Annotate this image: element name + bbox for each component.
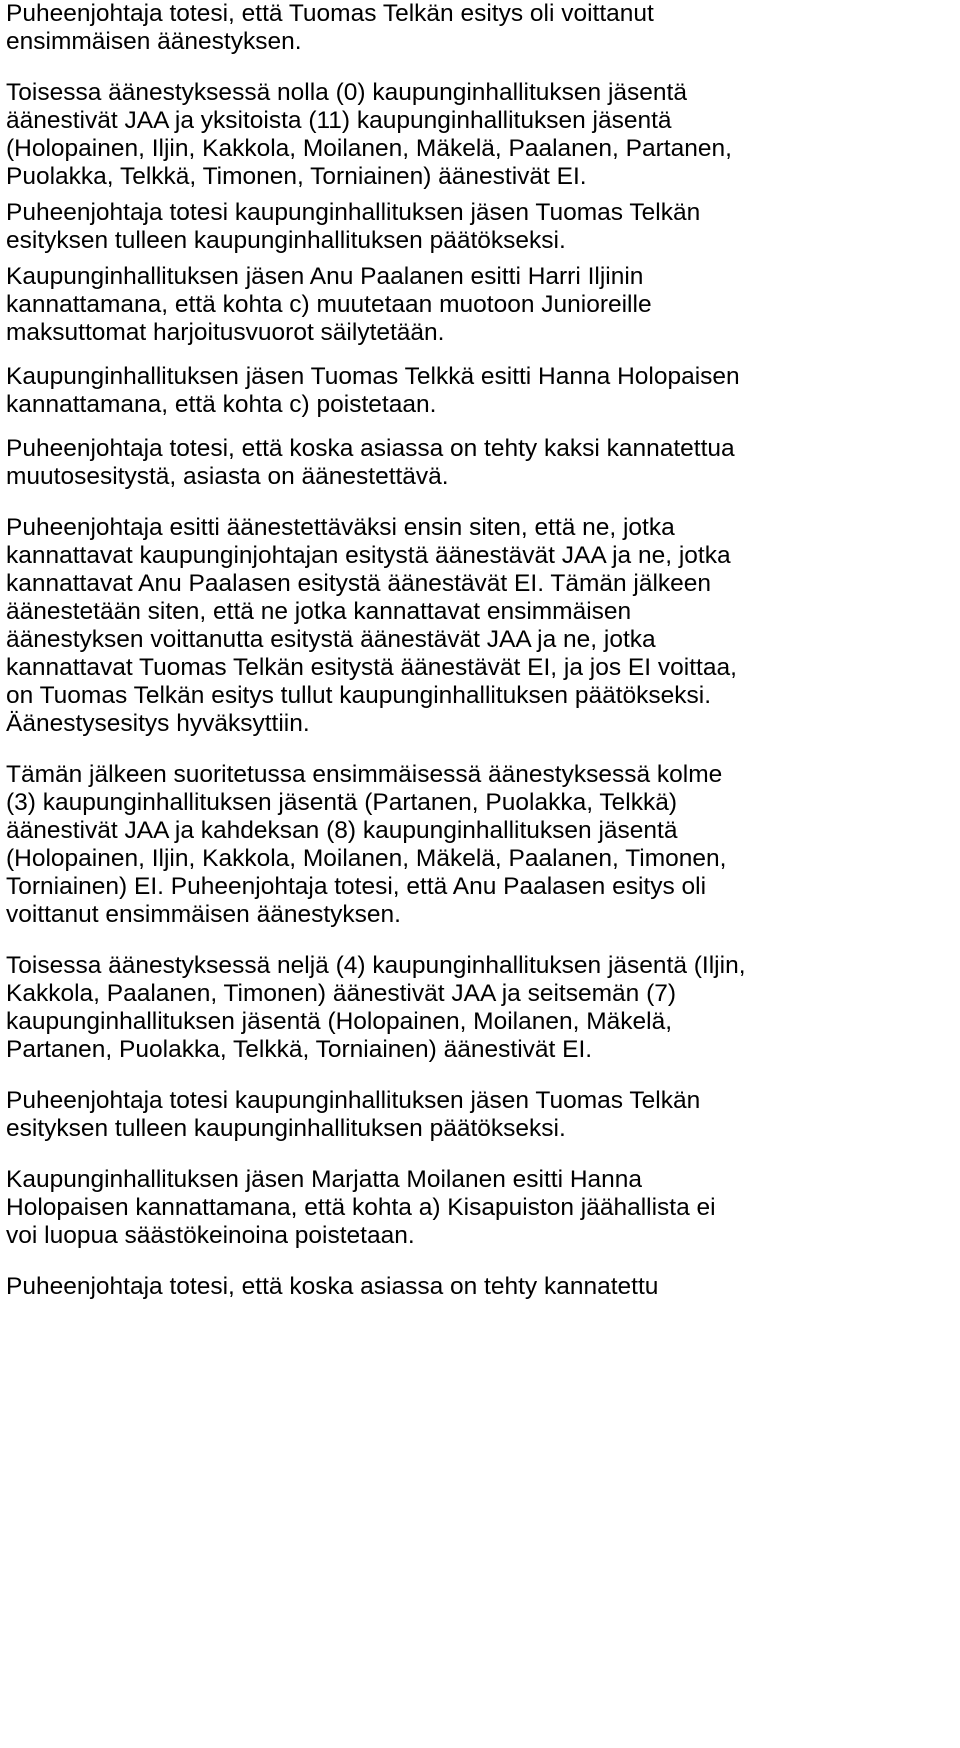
- paragraph-1: Puheenjohtaja totesi, että Tuomas Telkän esitys oli voittanut ensimmäisen äänestyksen.: [6, 0, 654, 55]
- paragraph-8: Tämän jälkeen suoritetussa ensimmäisessä äänestyksessä kolme (3) kaupunginhallituksen jäsentä (Partanen, Puolakka, Telkkä) äänestivät JAA ja kahdeksan (8) kaupunginhallituksen jäsentä (Holopainen, Iljin, Kakkola, Moilanen, Mäkelä, Paalanen, Timonen, Torniainen) EI. Puheenjohtaja totesi, että Anu Paalasen esitys oli voittanut ensimmäisen äänestyksen.: [6, 761, 727, 928]
- paragraph-6: Puheenjohtaja totesi, että koska asiassa on tehty kaksi kannatettua muutosesitystä, asiasta on äänestettävä.: [6, 435, 735, 490]
- paragraph-3: Puheenjohtaja totesi kaupunginhallituksen jäsen Tuomas Telkän esityksen tulleen kaupunginhallituksen päätökseksi.: [6, 199, 701, 254]
- paragraph-2: Toisessa äänestyksessä nolla (0) kaupunginhallituksen jäsentä äänestivät JAA ja yksitoista (11) kaupunginhallituksen jäsentä (Holopainen, Iljin, Kakkola, Moilanen, Mäkelä, Paalanen, Partanen, Puolakka, Telkkä, Timonen, Torniainen) äänestivät EI.: [6, 79, 732, 190]
- paragraph-9: Toisessa äänestyksessä neljä (4) kaupunginhallituksen jäsentä (Iljin, Kakkola, Paalanen, Timonen) äänestivät JAA ja seitsemän (7) kaupunginhallituksen jäsentä (Holopainen, Moilanen, Mäkelä, Partanen, Puolakka, Telkkä, Torniainen) äänestivät EI.: [6, 952, 746, 1063]
- paragraph-4: Kaupunginhallituksen jäsen Anu Paalanen esitti Harri Iljinin kannattamana, että kohta c) muutetaan muotoon Junioreille maksuttomat harjoitusvuorot säilytetään.: [6, 263, 652, 346]
- paragraph-7: Puheenjohtaja esitti äänestettäväksi ensin siten, että ne, jotka kannattavat kaupunginjohtajan esitystä äänestävät JAA ja ne, jotka kannattavat Anu Paalasen esitystä äänestävät EI. Tämän jälkeen äänestetään siten, että ne jotka kannattavat ensimmäisen äänestyksen voittanutta esitystä äänestävät JAA ja ne, jotka kannattavat Tuomas Telkän esitystä äänestävät EI, ja jos EI voittaa, on Tuomas Telkän esitys tullut kaupunginhallituksen päätökseksi. Äänestysesitys hyväksyttiin.: [6, 514, 737, 737]
- paragraph-11: Kaupunginhallituksen jäsen Marjatta Moilanen esitti Hanna Holopaisen kannattamana, että kohta a) Kisapuiston jäähallista ei voi luopua säästökeinoina poistetaan.: [6, 1166, 716, 1249]
- paragraph-10: Puheenjohtaja totesi kaupunginhallituksen jäsen Tuomas Telkän esityksen tulleen kaupunginhallituksen päätökseksi.: [6, 1087, 701, 1142]
- paragraph-12: Puheenjohtaja totesi, että koska asiassa on tehty kannatettu: [6, 1273, 659, 1300]
- paragraph-5: Kaupunginhallituksen jäsen Tuomas Telkkä esitti Hanna Holopaisen kannattamana, että kohta c) poistetaan.: [6, 363, 740, 418]
